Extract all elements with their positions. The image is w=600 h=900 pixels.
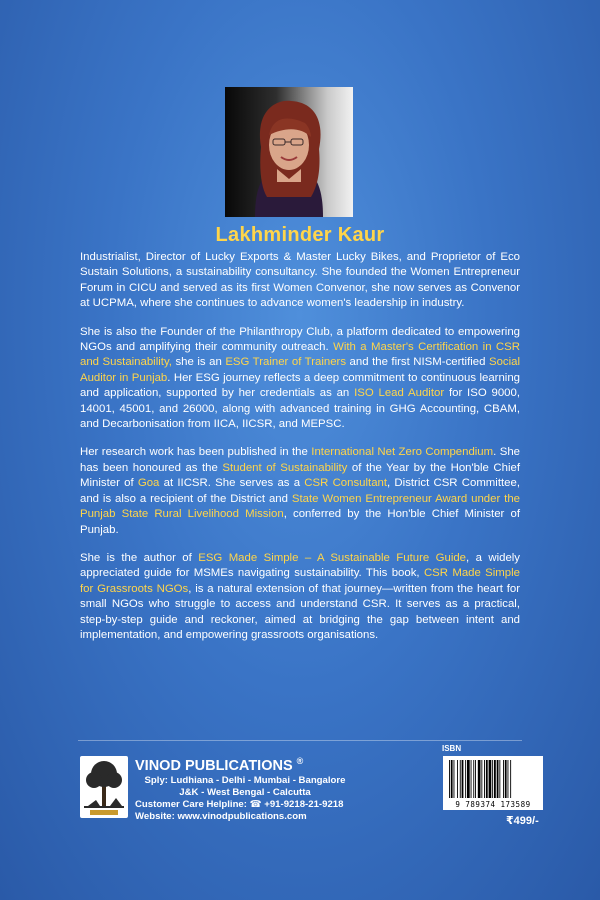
- barcode-bar: [510, 760, 511, 798]
- barcode-bar: [497, 760, 499, 798]
- author-biography: [80, 250, 520, 656]
- bio-text: at IICSR. She serves as a: [159, 477, 305, 490]
- barcode-bar: [449, 760, 450, 798]
- bio-text: , District CSR Committee, and is also a recipient of the District and: [80, 477, 520, 505]
- tree-logo-icon: [80, 756, 128, 818]
- barcode-bar: [499, 760, 500, 798]
- barcode-bar: [460, 760, 461, 798]
- bio-text: . Her ESG journey reflects a deep commitment to continuous learning and application, supported by her credentials as an: [80, 371, 520, 400]
- barcode-bar: [494, 760, 496, 798]
- bio-text: She is the author of: [80, 551, 199, 564]
- book-price: ₹499/-: [506, 815, 539, 827]
- publisher-name: [135, 756, 303, 774]
- bio-paragraph-3: [80, 445, 520, 537]
- barcode-bar: [473, 760, 474, 798]
- author-name: Lakhminder Kaur: [215, 224, 385, 246]
- publisher-logo: [80, 756, 128, 818]
- bio-paragraph-4: [80, 551, 520, 643]
- bio-text: , conferred by the Hon'ble Chief Minister of Punjab.: [80, 508, 520, 536]
- barcode-bar: [467, 760, 470, 798]
- publisher-supply-locations: Sply: Ludhiana - Delhi - Mumbai - Bangalore: [144, 775, 346, 786]
- barcode-bar: [481, 760, 482, 798]
- bio-text: . She has been honoured as the: [80, 446, 520, 474]
- bio-text: , is a natural extension of that journey—written from the heart for small NGOs who struggle to access and understand CSR. It serves as a practical, step-by-step guide and reckoner, aimed at bridging the gap between intent and implementation, and empowering grassroots organisations.: [80, 582, 520, 641]
- customer-care-helpline: Customer Care Helpline: ☎ +91-9218-21-9218: [135, 799, 344, 810]
- bio-paragraph-1: Industrialist, Director of Lucky Exports & Master Lucky Bikes, and Proprietor of Eco Sustain Solutions, a sustainability consultancy. She founded the Women Entrepreneur Forum in CICU and served as its first Women Convenor, she now serves as Convenor at UCPMA, where she continues to advance women's leadership in industry.: [80, 251, 520, 310]
- bio-paragraph-2: [80, 325, 520, 433]
- highlighted-text: Goa: [137, 477, 160, 490]
- author-photo: [225, 87, 353, 217]
- highlighted-text: ESG Trainer of Trainers: [225, 356, 347, 369]
- barcode-bar: [489, 760, 492, 798]
- bio-text: she is an: [171, 356, 226, 369]
- barcode-bar: [465, 760, 466, 798]
- publisher-regions: J&K - West Bengal - Calcutta: [179, 787, 311, 798]
- bio-text: and the first NISM-certified: [346, 356, 489, 369]
- isbn-label: ISBN: [442, 744, 462, 753]
- highlighted-text: International Net Zero Compendium: [311, 446, 494, 459]
- author-portrait-illustration: [225, 87, 353, 217]
- barcode-bar: [454, 760, 455, 798]
- barcode-bar: [492, 760, 493, 798]
- bio-text: She is also the Founder of the Philanthropy Club, a platform dedicated to empowering NGOs and amplifying their community outreach.: [80, 325, 520, 354]
- bio-text: Her research work has been published in the: [80, 446, 312, 459]
- publisher-name-text: VINOD PUBLICATIONS: [135, 757, 293, 774]
- bio-text: for ISO 9000, 14001, 45001, and 26000, along with advanced training in GHG Accounting, CBAM, and Decarbonisation from IICA, IICSR, and MEPSC.: [80, 387, 520, 431]
- registered-mark: ®: [296, 756, 304, 766]
- highlighted-text: ESG Made Simple – A Sustainable Future Guide: [198, 551, 467, 564]
- highlighted-text: CSR Made Simple for Grassroots NGOs: [80, 567, 520, 595]
- barcode-bar: [471, 760, 472, 798]
- barcode-bar: [475, 760, 476, 798]
- highlighted-text: State Women Entrepreneur Award under the Punjab State Rural Livelihood Mission: [80, 492, 520, 521]
- barcode-bar: [478, 760, 481, 798]
- highlighted-text: ISO Lead Auditor: [354, 387, 445, 400]
- barcode-bar: [484, 760, 485, 798]
- barcode-bar: [508, 760, 509, 798]
- barcode-bar: [462, 760, 464, 798]
- isbn-number: 9 789374 173589: [455, 800, 531, 809]
- publisher-website: Website: www.vinodpublications.com: [135, 811, 307, 822]
- barcode-bar: [505, 760, 507, 798]
- highlighted-text: CSR Consultant: [304, 477, 388, 490]
- bio-text: of the Year by the Hon'ble Chief Minister of: [80, 461, 521, 490]
- highlighted-text: With a Master's Certification in CSR and Sustainability,: [80, 341, 520, 369]
- barcode-bar: [457, 760, 458, 798]
- highlighted-text: Social Auditor in Punjab: [80, 356, 521, 384]
- barcode-bar: [486, 760, 488, 798]
- barcode-bar: [503, 760, 504, 798]
- footer-divider: [78, 740, 522, 741]
- bio-text: , a widely appreciated guide for MSMEs navigating sustainability. This book,: [80, 551, 520, 580]
- highlighted-text: Student of Sustainability: [222, 461, 348, 474]
- barcode-bar: [451, 760, 453, 798]
